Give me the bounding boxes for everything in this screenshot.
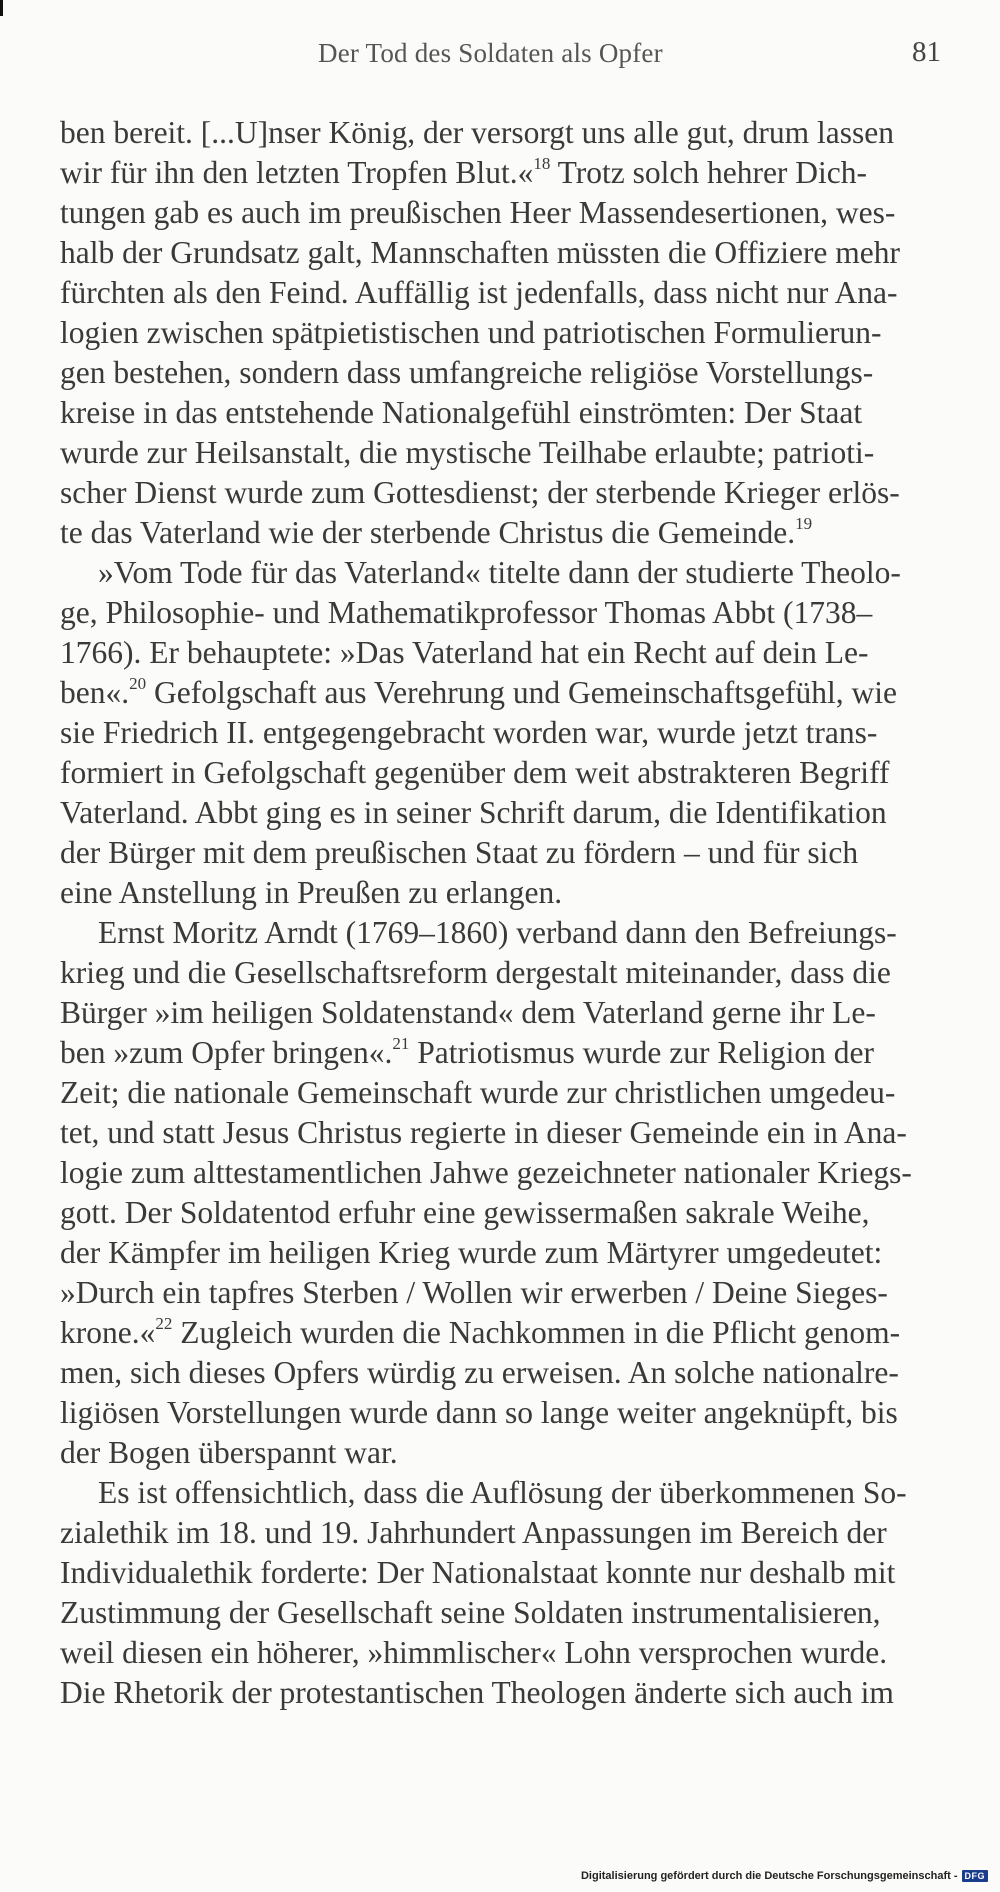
text-run: tungen gab es auch im preußischen Heer Massendesertionen, wes- <box>60 195 896 230</box>
text-line <box>60 1513 953 1553</box>
text-run: Zustimmung der Gesellschaft seine Soldaten instrumentalisieren, <box>60 1595 881 1630</box>
text-line <box>60 1433 953 1473</box>
text-line <box>60 1353 953 1393</box>
text-line <box>60 633 953 673</box>
text-line <box>60 793 953 833</box>
text-line <box>60 1033 953 1073</box>
text-line <box>60 1553 953 1593</box>
text-run: zialethik im 18. und 19. Jahrhundert Anpassungen im Bereich der <box>60 1515 887 1550</box>
text-run: der Bürger mit dem preußischen Staat zu fördern – und für sich <box>60 835 859 870</box>
text-run: der Kämpfer im heiligen Krieg wurde zum Märtyrer umgedeutet: <box>60 1235 883 1270</box>
text-line <box>60 1393 953 1433</box>
footnote-ref: 20 <box>129 674 147 693</box>
text-run: formiert in Gefolgschaft gegenüber dem weit abstrakteren Begriff <box>60 755 890 790</box>
text-run: fürchten als den Feind. Auffällig ist jedenfalls, dass nicht nur Ana- <box>60 275 898 310</box>
text-line <box>60 1473 953 1513</box>
text-run: Die Rhetorik der protestantischen Theologen änderte sich auch im <box>60 1675 894 1710</box>
dfg-logo-icon: DFG <box>962 1870 989 1882</box>
text-run: sie Friedrich II. entgegengebracht worden war, wurde jetzt trans- <box>60 715 878 750</box>
text-run: Vaterland. Abbt ging es in seiner Schrift darum, die Identifikation <box>60 795 887 830</box>
text-line <box>60 1073 953 1113</box>
text-line <box>60 273 953 313</box>
text-line <box>60 393 953 433</box>
text-line <box>60 513 953 553</box>
text-run: krone.« <box>60 1315 156 1350</box>
paragraph <box>60 113 953 553</box>
text-run: Ernst Moritz Arndt (1769–1860) verband dann den Befreiungs- <box>98 915 897 950</box>
text-run: scher Dienst wurde zum Gottesdienst; der sterbende Krieger erlös- <box>60 475 900 510</box>
text-run: »Durch ein tapfres Sterben / Wollen wir erwerben / Deine Sieges- <box>60 1275 888 1310</box>
text-run: halb der Grundsatz galt, Mannschaften müssten die Offiziere mehr <box>60 235 901 270</box>
text-run: wir für ihn den letzten Tropfen Blut.« <box>60 155 534 190</box>
paragraph <box>60 913 953 1473</box>
text-run: Zugleich wurden die Nachkommen in die Pflicht genom- <box>172 1315 901 1350</box>
text-run: men, sich dieses Opfers würdig zu erweisen. An solche nationalre- <box>60 1355 899 1390</box>
text-run: wurde zur Heilsanstalt, die mystische Teilhabe erlaubte; patrioti- <box>60 435 875 470</box>
text-run: gen bestehen, sondern dass umfangreiche religiöse Vorstellungs- <box>60 355 874 390</box>
text-line <box>60 753 953 793</box>
footnote-ref: 18 <box>533 154 551 173</box>
text-run: ge, Philosophie- und Mathematikprofessor Thomas Abbt (1738– <box>60 595 873 630</box>
text-run: Patriotismus wurde zur Religion der <box>409 1035 874 1070</box>
text-line <box>60 113 953 153</box>
text-line <box>60 953 953 993</box>
body-text <box>60 113 953 1713</box>
text-line <box>60 313 953 353</box>
text-run: kreise in das entstehende Nationalgefühl einströmten: Der Staat <box>60 395 863 430</box>
credit-text: Digitalisierung gefördert durch die Deutsche Forschungsgemeinschaft - <box>580 1870 958 1882</box>
text-line <box>60 873 953 913</box>
text-line <box>60 833 953 873</box>
text-line <box>60 993 953 1033</box>
text-run: logien zwischen spätpietistischen und patriotischen Formulierun- <box>60 315 882 350</box>
text-run: Gefolgschaft aus Verehrung und Gemeinschaftsgefühl, wie <box>146 675 897 710</box>
text-line <box>60 1153 953 1193</box>
text-line <box>60 193 953 233</box>
running-head: Der Tod des Soldaten als Opfer <box>318 38 663 68</box>
text-run: ben bereit. [...U]nser König, der versorgt uns alle gut, drum lassen <box>60 115 894 150</box>
text-line <box>60 1273 953 1313</box>
text-run: »Vom Tode für das Vaterland« titelte dann der studierte Theolo- <box>98 555 901 590</box>
text-run: weil diesen ein höherer, »himmlischer« Lohn versprochen wurde. <box>60 1635 888 1670</box>
text-run: Individualethik forderte: Der Nationalstaat konnte nur deshalb mit <box>60 1555 896 1590</box>
footnote-ref: 21 <box>392 1034 410 1053</box>
text-run: ben«. <box>60 675 130 710</box>
text-line <box>60 1233 953 1273</box>
text-run: Es ist offensichtlich, dass die Auflösung der überkommenen So- <box>98 1475 907 1510</box>
digitization-credit <box>581 1870 988 1882</box>
text-run: ligiösen Vorstellungen wurde dann so lange weiter angeknüpft, bis <box>60 1395 898 1430</box>
text-run: 1766). Er behauptete: »Das Vaterland hat ein Recht auf dein Le- <box>60 635 869 670</box>
text-line <box>60 1113 953 1153</box>
text-line <box>60 1633 953 1673</box>
text-line <box>60 433 953 473</box>
text-run: eine Anstellung in Preußen zu erlangen. <box>60 875 563 910</box>
text-line <box>60 1673 953 1713</box>
text-run: tet, und statt Jesus Christus regierte in dieser Gemeinde ein in Ana- <box>60 1115 907 1150</box>
text-run: Trotz solch hehrer Dich- <box>550 155 868 190</box>
text-run: te das Vaterland wie der sterbende Christus die Gemeinde. <box>60 515 796 550</box>
text-run: gott. Der Soldatentod erfuhr eine gewissermaßen sakrale Weihe, <box>60 1195 870 1230</box>
text-line <box>60 1593 953 1633</box>
text-line <box>60 713 953 753</box>
text-run: Bürger »im heiligen Soldatenstand« dem Vaterland gerne ihr Le- <box>60 995 876 1030</box>
scan-edge-mark <box>0 0 3 16</box>
text-run: ben »zum Opfer bringen«. <box>60 1035 393 1070</box>
footnote-ref: 19 <box>795 514 813 533</box>
text-line <box>60 553 953 593</box>
text-line <box>60 1193 953 1233</box>
text-line <box>60 153 953 193</box>
text-line <box>60 913 953 953</box>
text-line <box>60 353 953 393</box>
text-line <box>60 233 953 273</box>
text-line <box>60 673 953 713</box>
text-line <box>60 473 953 513</box>
text-run: krieg und die Gesellschaftsreform dergestalt miteinander, dass die <box>60 955 891 990</box>
text-run: logie zum alttestamentlichen Jahwe gezeichneter nationaler Kriegs- <box>60 1155 912 1190</box>
text-run: der Bogen überspannt war. <box>60 1435 398 1470</box>
page-number: 81 <box>912 36 941 68</box>
paragraph <box>60 1473 953 1713</box>
footnote-ref: 22 <box>155 1314 173 1333</box>
paragraph <box>60 553 953 913</box>
text-run: Zeit; die nationale Gemeinschaft wurde zur christlichen umgedeu- <box>60 1075 896 1110</box>
text-line <box>60 593 953 633</box>
text-line <box>60 1313 953 1353</box>
